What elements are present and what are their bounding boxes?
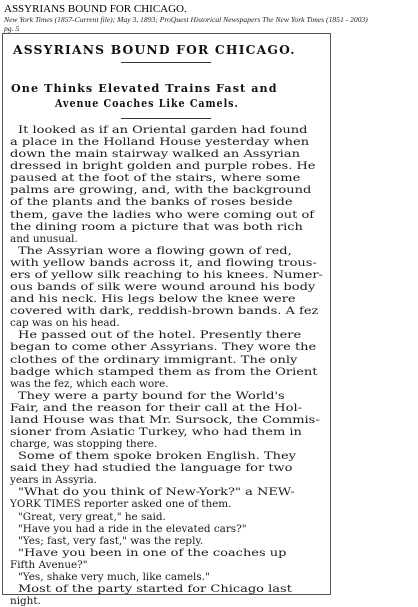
body-line: sioner from Asiatic Turkey, who had them in [10,426,302,438]
headline-divider [121,62,211,63]
body-line: "What do you think of New-York?" a NEW- [18,486,295,499]
body-line: the dining room a picture that was both rich [10,220,303,233]
body-line: YORK TIMES reporter asked one of them. [10,498,232,511]
body-line: years in Assyria. [10,474,97,487]
body-line: with yellow bands across it, and flowing trous- [10,256,317,269]
body-line: "Yes; fast, very fast," was the reply. [18,534,204,547]
body-line: Fair, and the reason for their call at the Hol- [10,401,303,414]
body-line: palms are growing, and, with the background [10,184,312,197]
page-number: pg. 5 [4,24,20,33]
body-line: night. [10,595,41,607]
body-line: said they had studied the language for two [10,462,293,475]
body-line: They were a party bound for the World's [18,389,285,402]
body-line: "Great, very great," he said. [18,510,166,523]
article-headline: ASSYRIANS BOUND FOR CHICAGO. [13,42,296,57]
deck-line-2: Avenue Coaches Like Camels. [55,96,239,110]
body-line: paused at the foot of the stairs, where some [10,172,301,185]
body-line: "Have you had a ride in the elevated cars?" [18,522,247,535]
body-line: covered with dark, reddish-brown bands. A fez [10,305,319,318]
body-line: began to come other Assyrians. They wore the [10,341,317,354]
body-line: clothes of the ordinary immigrant. The only [10,353,298,366]
body-line: badge which stamped them as from the Orient [10,365,318,378]
deck-line-1: One Thinks Elevated Trains Fast and [11,81,278,95]
body-line: and unusual. [10,232,78,245]
body-line: of the plants and the banks of roses beside [10,196,293,209]
body-line: He passed out of the hotel. Presently there [18,329,302,342]
document-title: ASSYRIANS BOUND FOR CHICAGO. [4,3,187,15]
body-line: ers of yellow silk reaching to his knees. Numer- [10,268,323,281]
body-line: them, gave the ladies who were coming out of [10,208,315,221]
body-line: "Have you been in one of the coaches up [18,546,287,559]
article-clipping [2,33,331,607]
body-line: land House was that Mr. Sursock, the Commis- [10,413,320,426]
body-line: down the main stairway walked an Assyrian [10,148,300,161]
body-line: The Assyrian wore a flowing gown of red, [18,244,292,257]
body-line: dressed in bright golden and purple robes. He [10,160,316,173]
deck-divider [121,118,211,119]
body-line: charge, was stopping there. [10,438,158,451]
body-line: It looked as if an Oriental garden had found [18,124,308,136]
body-line: and his neck. His legs below the knee were [10,293,296,306]
body-line: Some of them spoke broken English. They [18,450,297,463]
body-line: Fifth Avenue?" [10,558,88,571]
body-line: Most of the party started for Chicago last [18,583,292,596]
body-line: was the fez, which each wore. [10,377,169,390]
body-line: cap was on his head. [10,317,120,330]
body-line: a place in the Holland House yesterday when [10,136,310,149]
body-line: ous bands of silk were wound around his body [10,281,316,294]
citation-line: New York Times (1857-Current file); May 3, 1893; ProQuest Historical Newspapers The New York Times (1851 - 2003) [4,15,368,24]
body-line: "Yes, shake very much, like camels." [18,570,210,583]
